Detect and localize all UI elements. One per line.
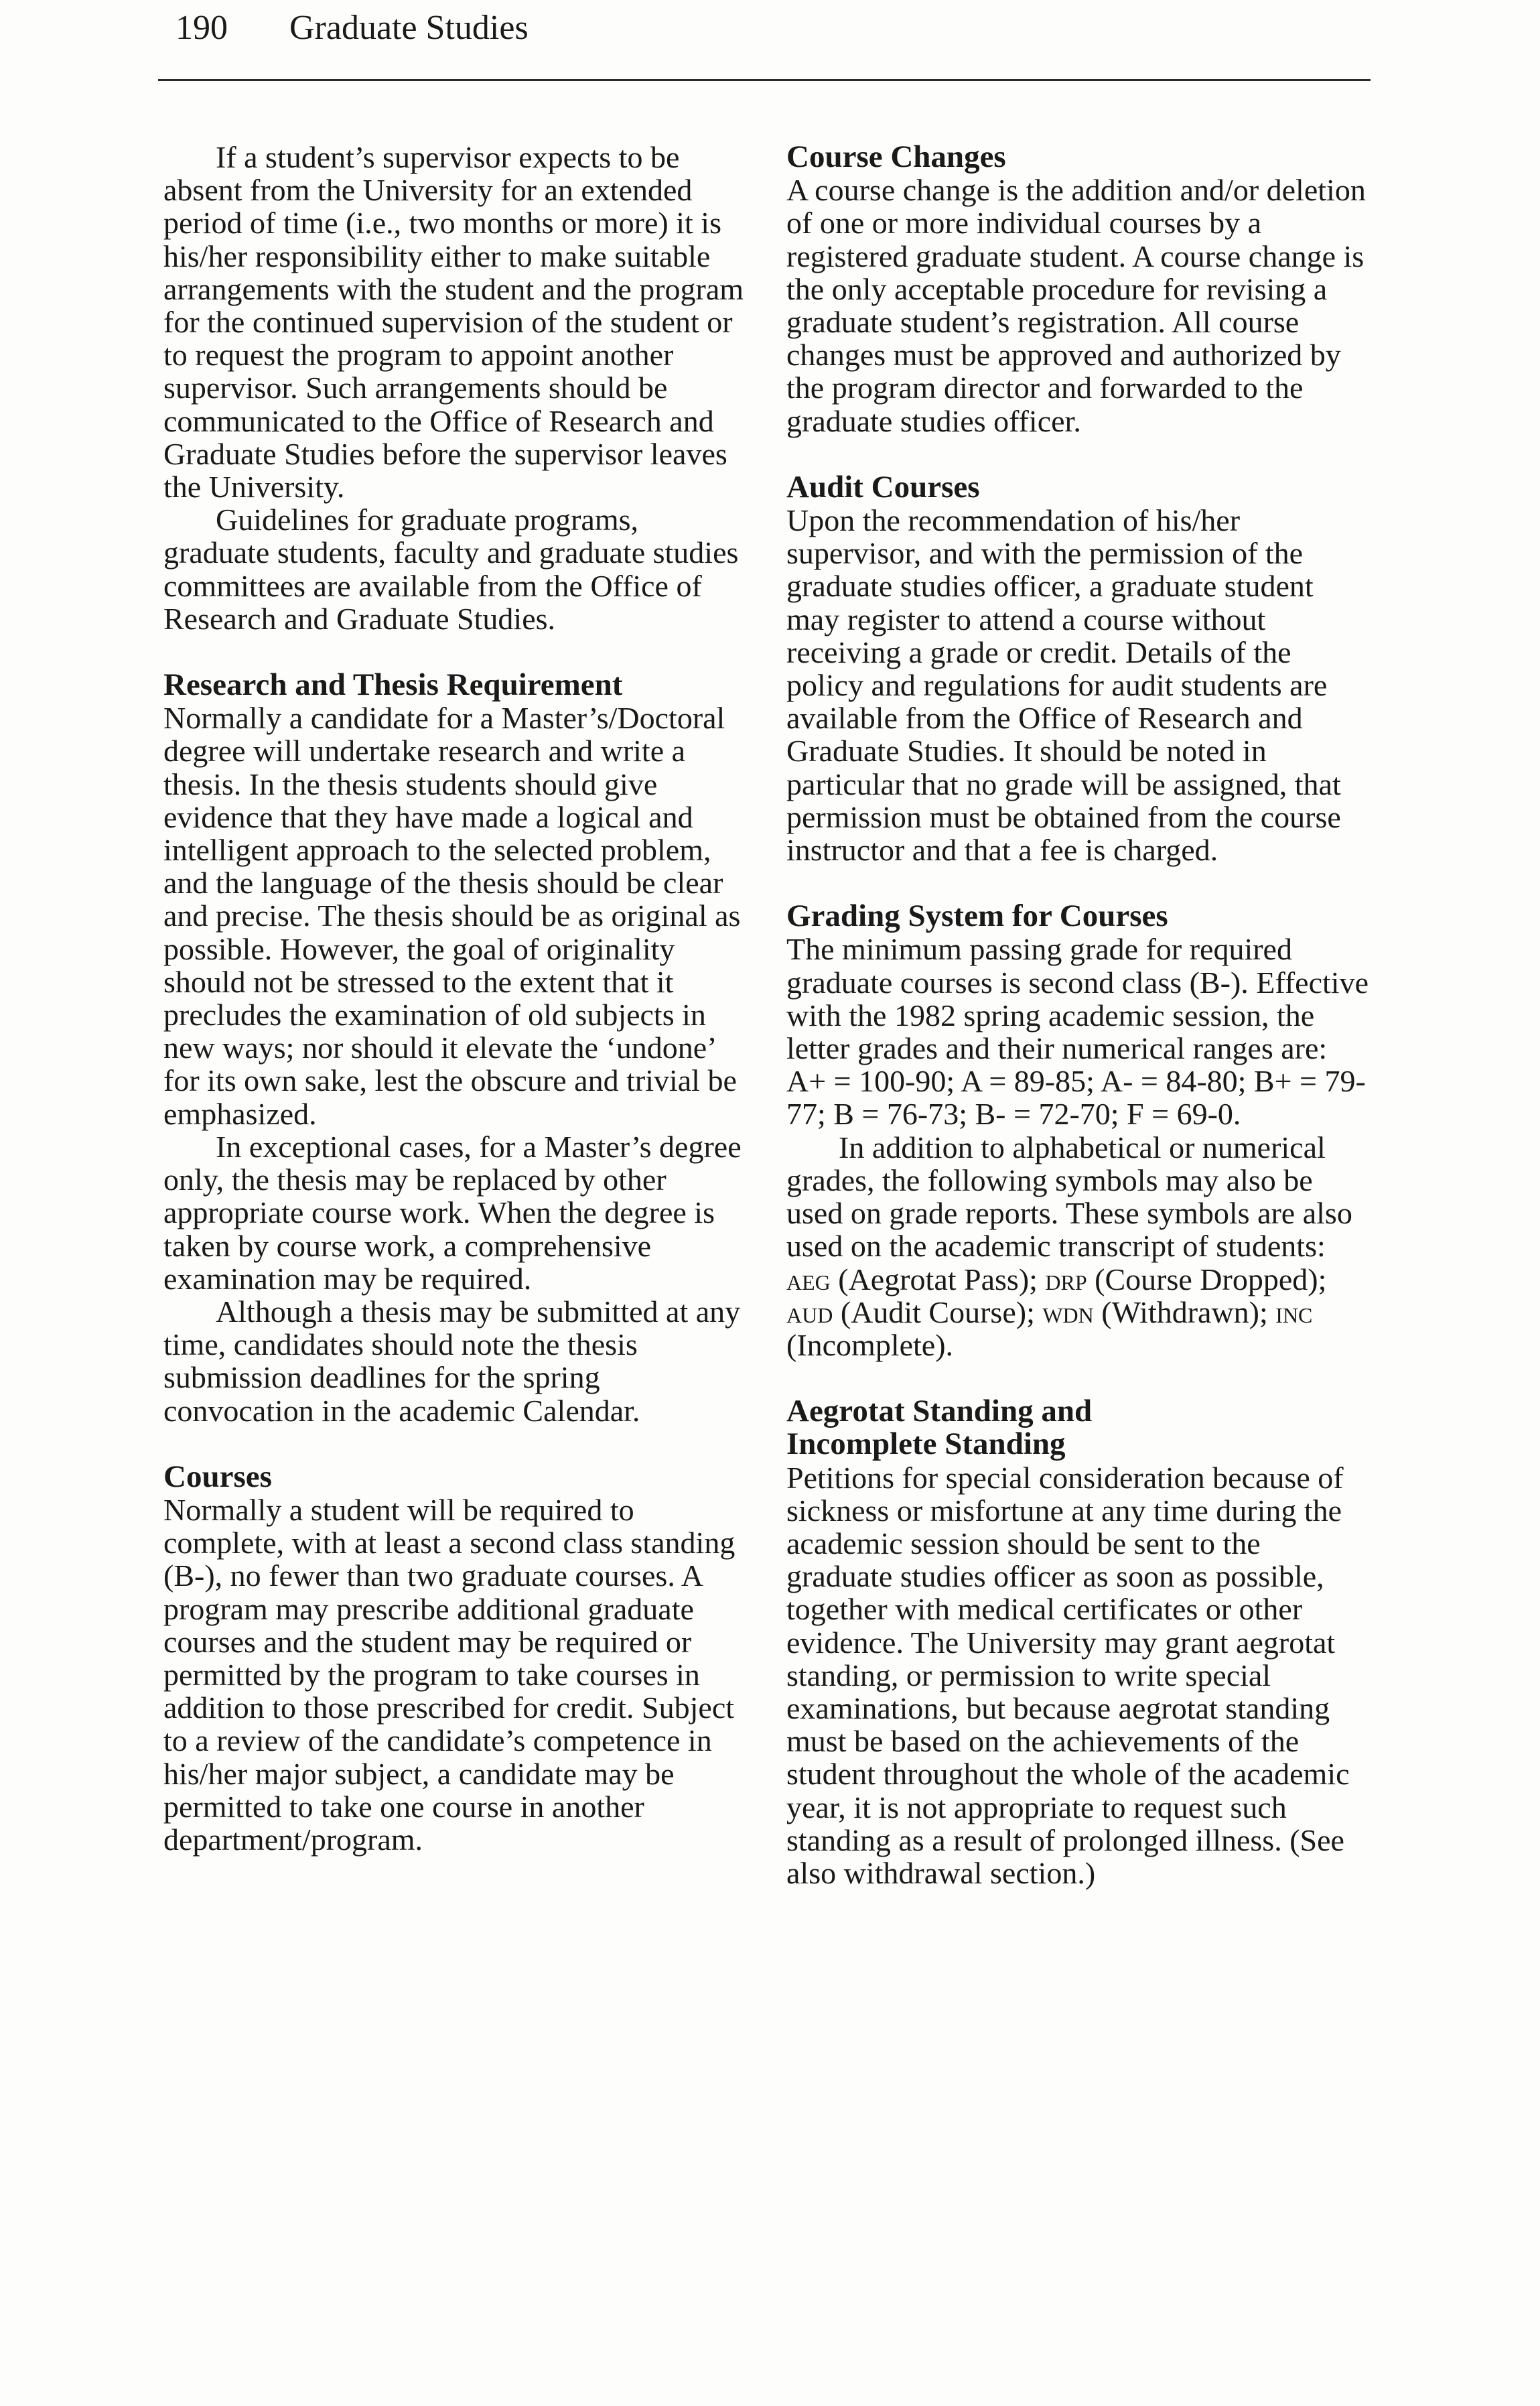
aegrotat-heading-line-2: Incomplete Standing [786,1426,1066,1462]
aeg-description: (Aegrotat Pass); [830,1262,1046,1296]
course-changes-paragraph: A course change is the addition and/or deletion of one or more individual courses by a registered graduate student. A course change is the only acceptable procedure for revising a graduate student’s registration. All course changes must be approved and authorized by the program director and forwarded to the graduate studies officer. [786,173,1366,438]
aegrotat-heading [786,1395,1369,1461]
grading-system-section [786,900,1369,1361]
supervisor-absence-section [163,141,746,635]
guidelines-paragraph: Guidelines for graduate programs, graduate students, faculty and graduate studies committees are available from the Office of Research and Graduate Studies. [163,503,739,636]
drp-description: (Course Dropped); [1087,1262,1327,1296]
wdn-symbol: wdn [1042,1294,1094,1329]
research-thesis-paragraph: Normally a candidate for a Master’s/Doctoral degree will undertake research and write a thesis. In the thesis students should give evidence that they have made a logical and intelligent approach to the selected problem, and the language of the thesis should be clear and precise. The thesis should be as original as possible. However, the goal of originality should not be stressed to the extent that it precludes the examination of old subjects in new ways; nor should it elevate the ‘undone’ for its own sake, lest the obscure and trivial be emphasized. [163,701,741,1131]
running-head [176,4,529,52]
running-title: Graduate Studies [289,9,529,47]
inc-description: (Incomplete). [786,1327,954,1362]
aegrotat-paragraph: Petitions for special consideration because of sickness or misfortune at any time during the academic session should be sent to the graduate studies officer as soon as possible, together with medical certificates or other evidence. The University may grant aegrotat standing, or permission to write special examinations, but because aegrotat standing must be based on the achievements of the student throughout the whole of the academic year, it is not appropriate to request such standing as a result of prolonged illness. (See also withdrawal section.) [786,1460,1350,1890]
supervisor-absence-paragraph: If a student’s supervisor expects to be absent from the University for an extended period of time (i.e., two months or more) it is his/her responsibility either to make suitable arrangements with the student and the program for the continued supervision of the student or to request the program to appoint another supervisor. Such arrangements should be communicated to the Office of Research and Graduate Studies before the supervisor leaves the University. [163,140,744,505]
aud-symbol: aud [786,1294,833,1329]
header-rule [158,79,1371,81]
grading-ranges-paragraph: The minimum passing grade for required graduate courses is second class (B-). Effective with the 1982 spring academic session, the letter grades and their numerical ranges are: A+ = 100-90; A = 89-85; A- = 84-80; B+ = 79-77; B = 76-73; B- = 72-70; F = 69-0. [786,932,1369,1132]
thesis-deadline-paragraph: Although a thesis may be submitted at any time, candidates should note the thesis submission deadlines for the spring convocation in the academic Calendar. [163,1294,741,1428]
audit-courses-paragraph: Upon the recommendation of his/her supervisor, and with the permission of the graduate studies officer, a graduate student may register to attend a course without receiving a grade or credit. Details of the policy and regulations for audit students are available from the Office of Research and Graduate Studies. It should be noted in particular that no grade will be assigned, that permission must be obtained from the course instructor and that a fee is charged. [786,503,1341,868]
grade-symbols-paragraph [786,1131,1369,1361]
inc-symbol: inc [1275,1294,1313,1329]
courses-paragraph: Normally a student will be required to complete, with at least a second class standing (B-), no fewer than two graduate courses. A program may prescribe additional graduate courses and the student may be required or permitted by the program to take courses in addition to those prescribed for credit. Subject to a review of the candidate’s competence in his/her major subject, a candidate may be permitted to take one course in another department/program. [163,1492,736,1857]
courses-section [163,1461,746,1856]
audit-courses-section [786,471,1369,866]
drp-symbol: drp [1045,1262,1087,1296]
exceptional-cases-paragraph: In exceptional cases, for a Master’s degree only, the thesis may be replaced by other appropriate course work. When the degree is taken by course work, a comprehensive examination may be required. [163,1129,742,1296]
wdn-description: (Withdrawn); [1093,1294,1276,1329]
course-changes-heading: Course Changes [786,139,1006,174]
grade-symbols-intro: In addition to alphabetical or numerical grades, the following symbols may also be used on grade reports. These symbols are also used on the academic transcript of students: [786,1130,1352,1264]
aegrotat-section [786,1395,1369,1889]
courses-heading: Courses [163,1459,272,1494]
course-changes-section [786,141,1369,438]
research-thesis-heading: Research and Thesis Requirement [163,667,623,703]
page-number: 190 [176,9,228,47]
audit-courses-heading: Audit Courses [786,469,980,505]
aeg-symbol: aeg [786,1262,831,1296]
research-thesis-section [163,669,746,1427]
aud-description: (Audit Course); [833,1294,1043,1329]
left-column [163,141,746,1889]
grading-system-heading: Grading System for Courses [786,898,1168,934]
aegrotat-heading-line-1: Aegrotat Standing and [786,1394,1093,1429]
right-column [786,141,1369,1923]
